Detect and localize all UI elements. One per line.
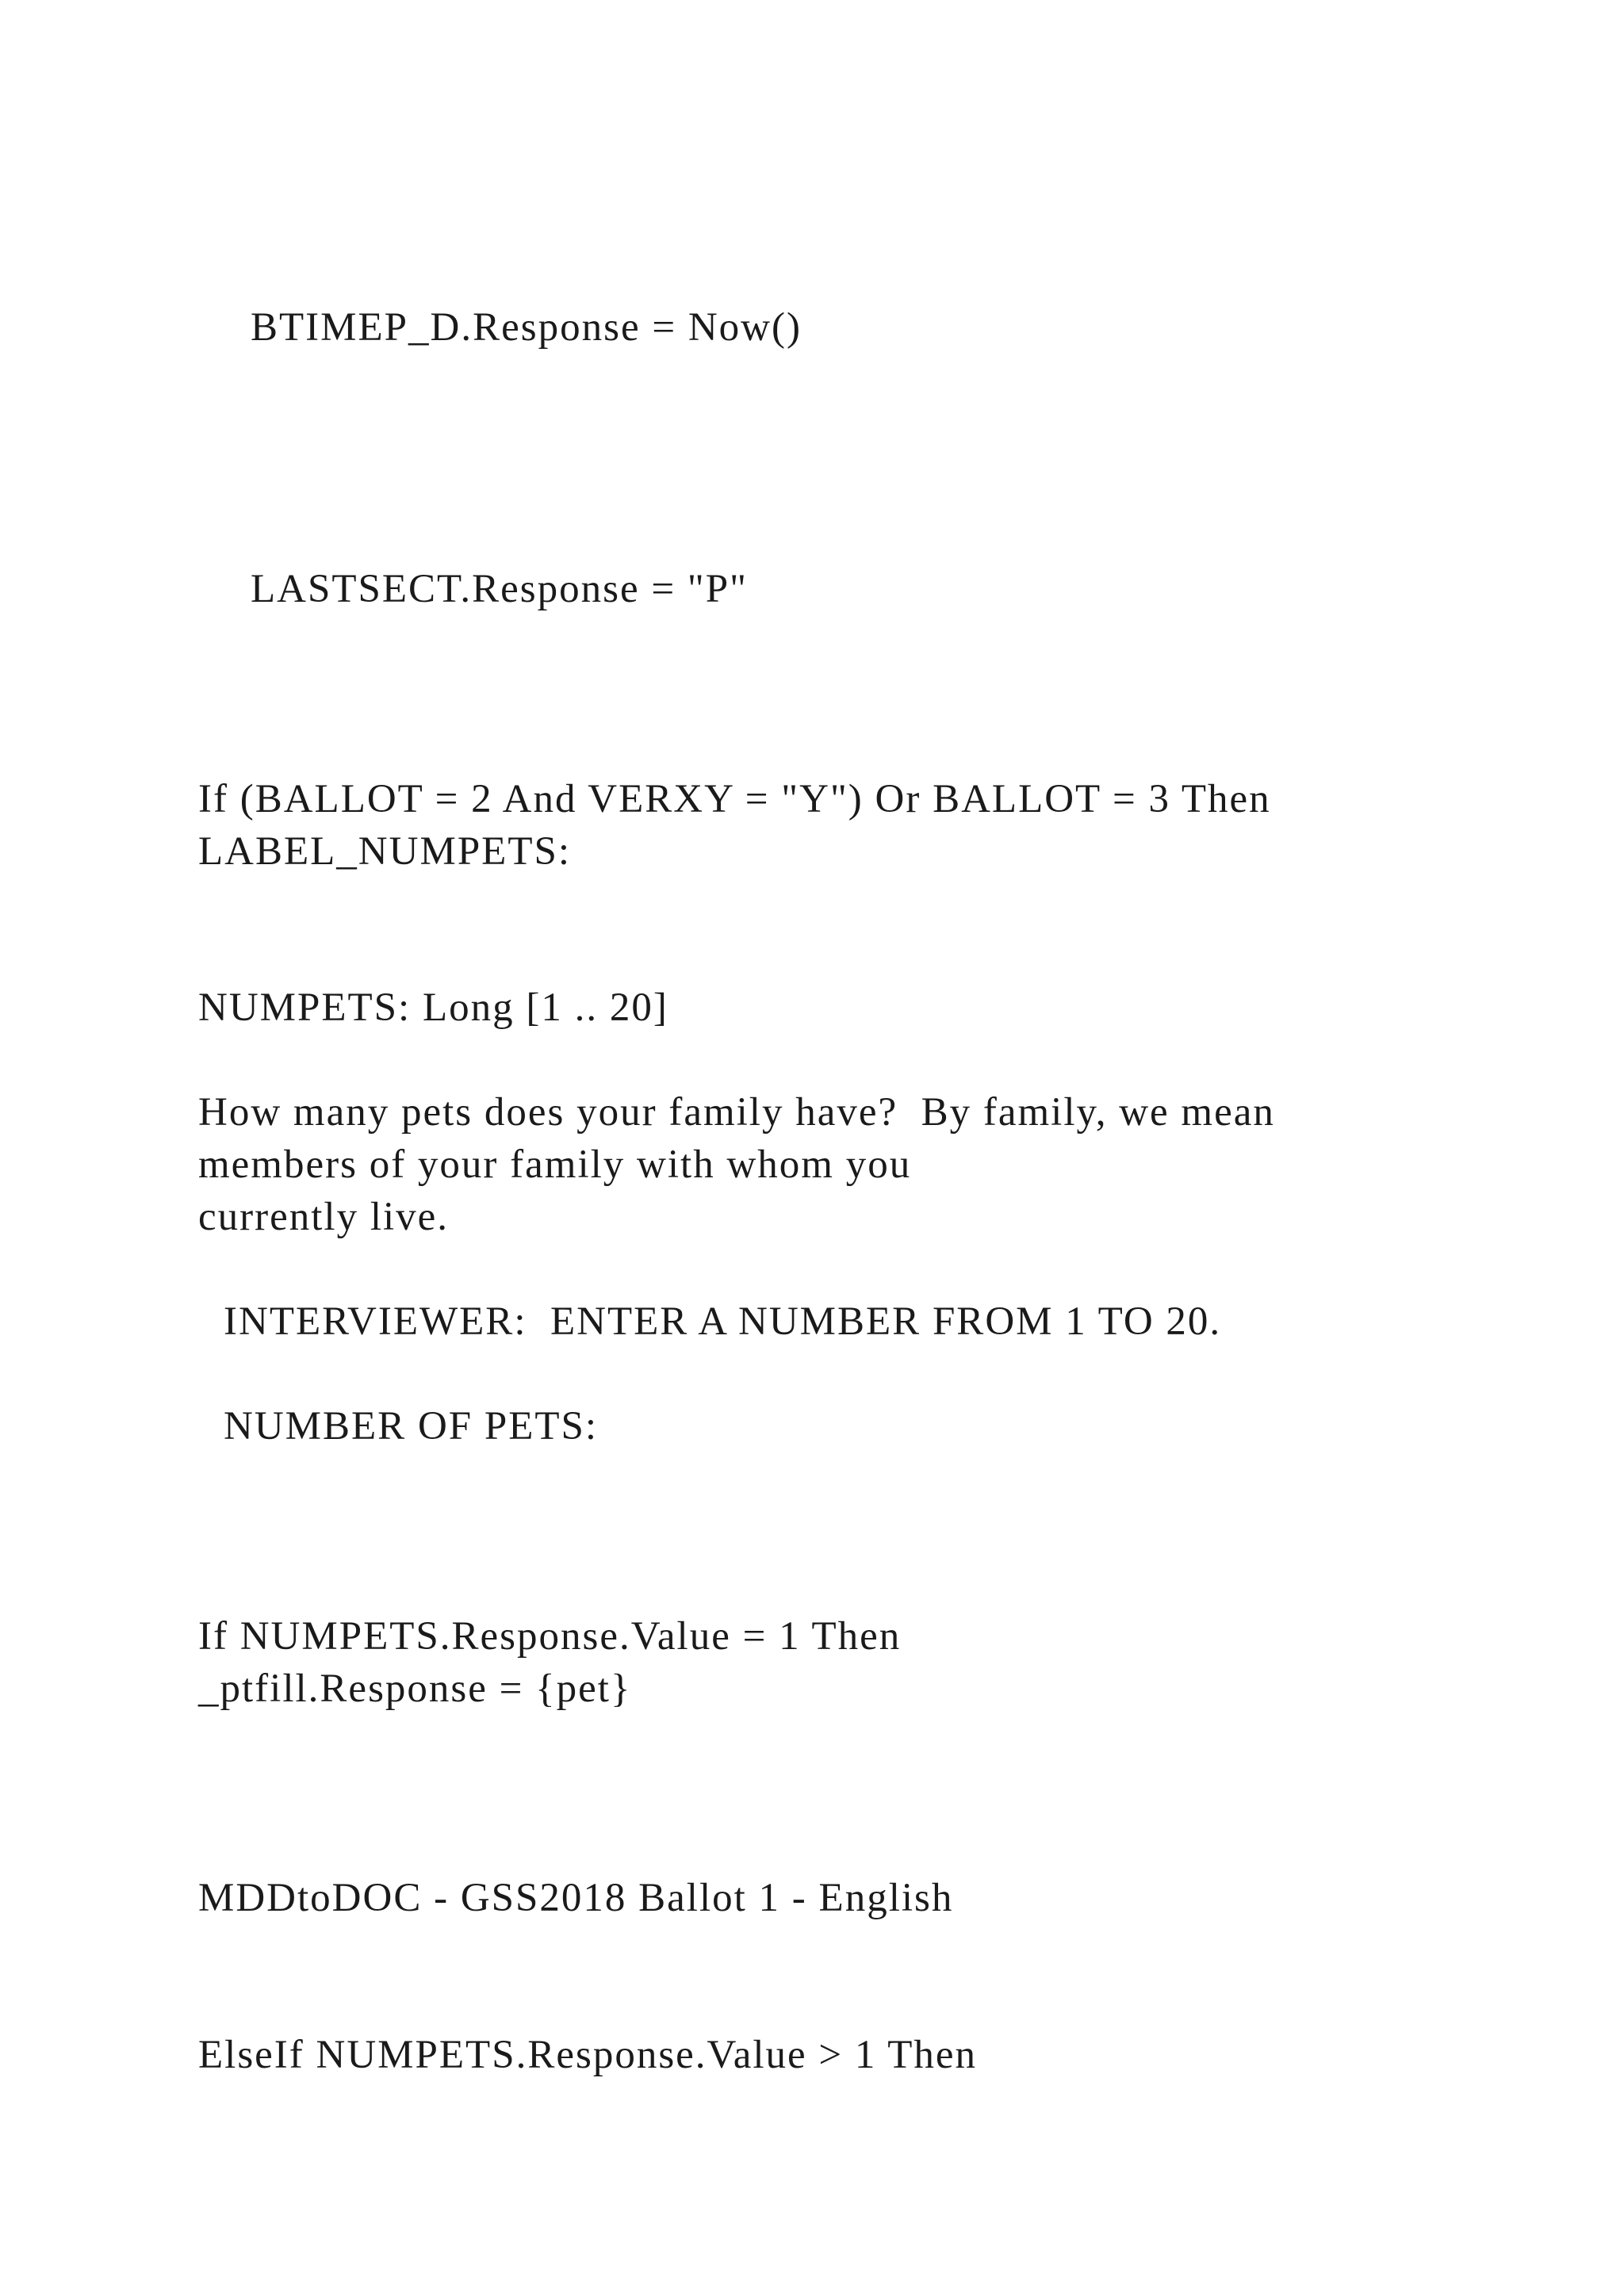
interviewer-instruction: INTERVIEWER: ENTER A NUMBER FROM 1 TO 20. (224, 1299, 1222, 1344)
code-line-elseif: ElseIf NUMPETS.Response.Value > 1 Then (198, 2033, 978, 2077)
document-footer: MDDtoDOC - GSS2018 Ballot 1 - English (198, 1876, 954, 1920)
response-label: NUMBER OF PETS: (224, 1404, 599, 1448)
question-text-line-1: How many pets does your family have? By family, we mean (198, 1090, 1275, 1135)
code-line-btimep: BTIMEP_D.Response = Now() (251, 305, 802, 350)
question-text-line-3: currently live. (198, 1195, 450, 1239)
question-text-line-2: members of your family with whom you (198, 1142, 912, 1187)
code-line-label-numpets: LABEL_NUMPETS: (198, 829, 572, 874)
code-line-if-numpets: If NUMPETS.Response.Value = 1 Then (198, 1614, 902, 1659)
code-line-lastsect: LASTSECT.Response = "P" (251, 567, 748, 611)
code-line-if-ballot: If (BALLOT = 2 And VERXY = "Y") Or BALLOT = 3 Then (198, 777, 1271, 821)
code-line-ptfill: _ptfill.Response = {pet} (198, 1667, 632, 1711)
question-header: NUMPETS: Long [1 .. 20] (198, 985, 668, 1030)
